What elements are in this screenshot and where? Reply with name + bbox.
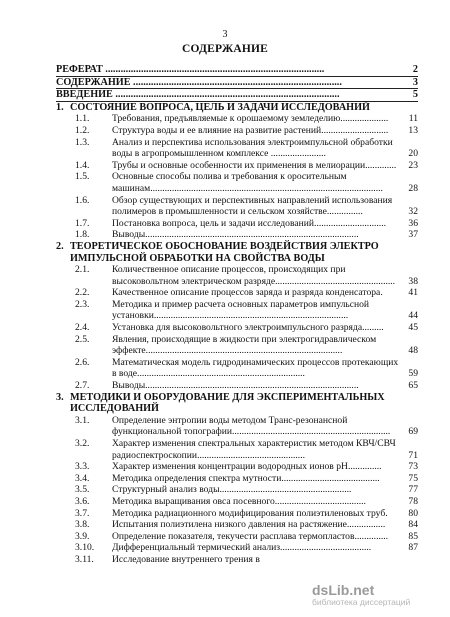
- toc-entry: [56, 125, 418, 137]
- section-text: Испытания полиэтилена низкого давления на растяжение................: [112, 519, 386, 531]
- section-number: 3.3.: [75, 461, 90, 473]
- section-number: 3.5.: [75, 484, 90, 496]
- toc-entry-page: 2: [412, 64, 418, 75]
- watermark-logo-main: dsLib: [312, 582, 350, 598]
- toc-entry: [56, 287, 418, 299]
- section-page: 28: [408, 182, 418, 194]
- section-text: Дифференциальный термический анализ......................................: [112, 542, 372, 554]
- toc-entry: [56, 160, 418, 172]
- section-page: 80: [408, 507, 418, 519]
- section-number: 3.10.: [75, 542, 95, 554]
- chapter-number: 1.: [56, 101, 64, 113]
- section-number: 2.7.: [75, 380, 90, 392]
- section-number: 3.1.: [75, 414, 90, 426]
- section-number: 3.2.: [75, 438, 90, 449]
- chapter-heading: [56, 392, 418, 415]
- toc-entry: [56, 218, 418, 230]
- section-number: 1.3.: [75, 136, 90, 148]
- toc-entry-introduction: [56, 89, 418, 101]
- toc-entry: [56, 264, 418, 287]
- toc-entry: [56, 334, 418, 357]
- section-text: Анализ и перспектива использования электроимпульсной обработки воды в агропромышленном комплексе .......................: [112, 136, 393, 160]
- section-text: Методика определения спектра мутности.........................................: [112, 472, 380, 484]
- toc-entry: [56, 508, 418, 520]
- section-text: Характер изменения концентрации водородных ионов рН..............: [112, 461, 382, 473]
- section-page: 84: [408, 519, 418, 531]
- section-number: 2.1.: [75, 264, 90, 276]
- chapter-title: ТЕОРЕТИЧЕСКОЕ ОБОСНОВАНИЕ ВОЗДЕЙСТВИЯ ЭЛЕКТРО ИМПУЛЬСНОЙ ОБРАБОТКИ НА СВОЙСТВА ВОДЫ: [70, 240, 379, 264]
- toc-entry: [56, 496, 418, 508]
- section-number: 2.2.: [75, 287, 90, 299]
- toc-entry: [56, 357, 418, 380]
- section-text: Методика выращивания овса посевного......................................: [112, 495, 366, 507]
- section-page: 32: [408, 206, 418, 218]
- section-text: Определение энтропии воды методом Транс-резонансной функциональной топографии..................................................................: [112, 414, 391, 438]
- section-text: Установка для высоковольтного электроимпульсного разряда.........: [112, 322, 384, 334]
- section-page: 69: [408, 426, 418, 438]
- toc-entry: [56, 438, 418, 461]
- section-text: Математическая модель гидродинамических процессов протекающих в воде......................................................................: [112, 356, 399, 380]
- section-text: Выводы.........................................................................................: [112, 229, 359, 241]
- section-number: 3.7.: [75, 507, 90, 519]
- section-text: Определение показателя, текучести расплава термопластов..............: [112, 530, 389, 542]
- toc-entry-text: ВВЕДЕНИЕ ........................................................................................: [56, 89, 340, 101]
- section-number: 2.5.: [75, 333, 90, 345]
- section-page: 59: [408, 368, 418, 380]
- section-page: 23: [408, 159, 418, 171]
- section-text: Обзор существующих и перспективных направлений использования полимеров в промышленности и сельском хозяйстве...............: [112, 194, 393, 218]
- toc-entry-contents: [56, 77, 418, 89]
- toc-entry: [56, 195, 418, 218]
- section-text: Трубы и основные особенности их применения в мелиорации.............: [112, 159, 397, 171]
- toc-entry-page: 3: [412, 76, 418, 88]
- toc-entry: [56, 380, 418, 392]
- toc-entry: [56, 415, 418, 438]
- toc-entry: [56, 519, 418, 531]
- section-number: 3.11.: [75, 553, 94, 565]
- watermark-subtitle: библиотека диссертаций: [312, 597, 411, 607]
- chapter-title: СОСТОЯНИЕ ВОПРОСА, ЦЕЛЬ И ЗАДАЧИ ИССЛЕДОВАНИЙ: [70, 101, 370, 113]
- dslib-watermark: [312, 582, 442, 607]
- section-text: Исследование внутреннего трения в: [112, 553, 260, 565]
- section-text: Постановка вопроса, цель и задачи исследований..............................: [112, 217, 386, 229]
- section-number: 1.1.: [75, 113, 90, 125]
- section-page: 20: [408, 148, 418, 160]
- section-text: Выводы.........................................................................................: [112, 380, 359, 392]
- section-page: 44: [408, 310, 418, 322]
- section-number: 3.4.: [75, 472, 90, 484]
- section-page: 38: [408, 275, 418, 287]
- section-page: 87: [408, 542, 418, 554]
- table-of-contents: [56, 64, 418, 566]
- toc-entry: [56, 322, 418, 334]
- section-text: Характер изменения спектральных характеристик методом КВЧ/СВЧ радиоспектроскопии.............................................: [112, 438, 396, 461]
- chapter-heading: [56, 102, 418, 114]
- section-text: Явления, происходящие в жидкости при электрогидравлическом эффекте..................................................................................: [112, 333, 377, 357]
- section-page: 13: [408, 124, 418, 136]
- section-page: 78: [408, 495, 418, 507]
- toc-entry: [56, 137, 418, 160]
- section-text: Структура воды и ее влияние на развитие растений............................: [112, 124, 389, 136]
- section-page: 85: [408, 530, 418, 542]
- section-page: 73: [408, 461, 418, 473]
- section-number: 1.7.: [75, 217, 90, 229]
- toc-entry-text: СОДЕРЖАНИЕ ..................................................................................: [56, 76, 342, 88]
- section-number: 1.5.: [75, 171, 90, 183]
- chapter-title: МЕТОДИКИ И ОБОРУДОВАНИЕ ДЛЯ ЭКСПЕРИМЕНТАЛЬНЫХ ИССЛЕДОВАНИЙ: [70, 391, 385, 415]
- toc-entry: [56, 299, 418, 322]
- section-number: 2.3.: [75, 298, 90, 310]
- section-page: 41: [408, 287, 418, 299]
- section-number: 3.9.: [75, 530, 90, 542]
- section-page: 77: [408, 484, 418, 496]
- section-text: Качественное описание процессов заряда и разряда конденсатора.: [112, 287, 383, 299]
- section-text: Методика и пример расчета основных параметров импульсной установки.................................................................................: [112, 298, 370, 322]
- section-number: 3.8.: [75, 519, 90, 531]
- toc-entry-page: 5: [412, 89, 418, 101]
- toc-entry: [56, 461, 418, 473]
- chapter-number: 3.: [56, 391, 64, 403]
- watermark-logo: [312, 582, 442, 598]
- section-text: Основные способы полива и требования к оросительным машинам.................................................................................................: [112, 171, 383, 194]
- section-number: 2.6.: [75, 356, 90, 368]
- chapter-number: 2.: [56, 240, 64, 252]
- section-page: 48: [408, 345, 418, 357]
- toc-entry: [56, 484, 418, 496]
- section-page: 11: [408, 113, 418, 125]
- section-page: 65: [408, 380, 418, 392]
- section-page: 71: [408, 449, 418, 461]
- section-number: 3.6.: [75, 495, 90, 507]
- section-text: Требования, предъявляемые к орошаемому земледелию....................: [112, 113, 389, 125]
- section-text: Структурный анализ воды.......................................................: [112, 484, 352, 496]
- section-text: Методика радиационного модифицирования полиэтиленовых труб.: [112, 507, 388, 519]
- section-number: 2.4.: [75, 322, 90, 334]
- section-number: 1.4.: [75, 159, 90, 171]
- watermark-logo-tld: .net: [349, 582, 375, 598]
- toc-entry: [56, 113, 418, 125]
- section-number: 1.8.: [75, 229, 90, 241]
- toc-entry-abstract: [56, 64, 418, 76]
- toc-entry-text: РЕФЕРАТ ......................................................................................: [56, 64, 325, 75]
- chapter-heading: [56, 241, 418, 264]
- contents-heading: СОДЕРЖАНИЕ: [181, 43, 269, 55]
- toc-entry: [56, 473, 418, 485]
- toc-entry: [56, 171, 418, 194]
- section-page: 75: [408, 472, 418, 484]
- section-page: 45: [408, 322, 418, 334]
- toc-entry: [56, 554, 418, 566]
- section-number: 1.2.: [75, 124, 90, 136]
- section-page: 37: [408, 229, 418, 241]
- toc-entry: [56, 542, 418, 554]
- section-number: 1.6.: [75, 194, 90, 206]
- section-text: Количественное описание процессов, происходящих при высоковольтном электрическом разряде..................................................: [112, 264, 396, 287]
- toc-entry: [56, 229, 418, 241]
- toc-entry: [56, 531, 418, 543]
- page-number: 3: [222, 29, 228, 40]
- section-page: 36: [408, 217, 418, 229]
